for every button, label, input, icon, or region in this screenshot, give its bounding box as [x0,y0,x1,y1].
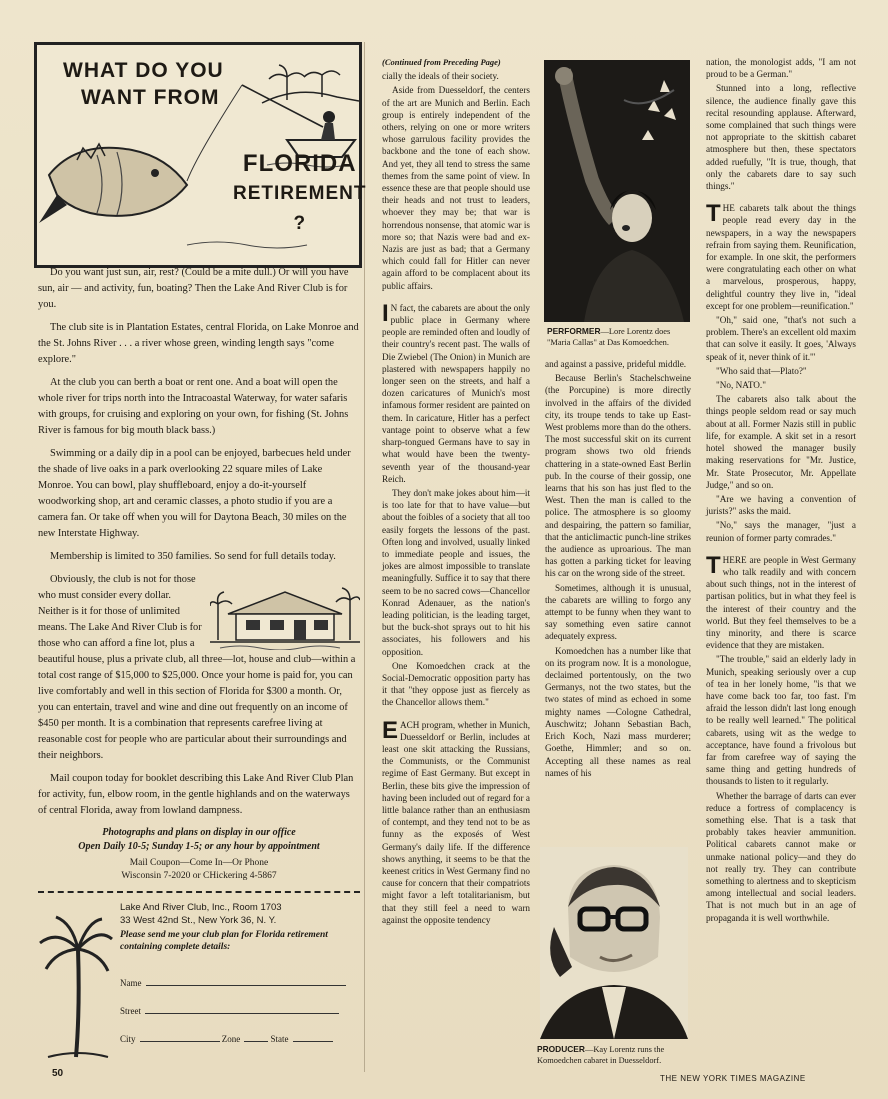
phone-line-text: Wisconsin 7-2020 or CHickering 4-5867 [121,871,277,881]
palm-tree-illustration [38,909,114,1059]
producer-photo [540,847,688,1039]
producer-caption [537,1044,687,1066]
article-column-2 [545,358,691,779]
article-paragraph: The cabarets also talk about the things people seldom read or say much about at all. Former Nazis still in public life, for example. A skit set in a resort hotel showed the manager busily making reservations for "Mr. Justice, Mr. State Prosecutor, Mr. Appellate Judge," and so on. [706,394,856,490]
ad-headline-2: WANT FROM [81,86,220,109]
article-paragraph: HERE are people in West Germany who talk readily and with concern about such things, not in the interest of partisan politics, but in what they feel is the interest of their country and the world. But they feel themselves to be a tiny minority, and there is scarce evidence that they are mistaken. [706,554,856,651]
coupon-cut-line [38,891,360,893]
city-label: City [120,1034,136,1044]
coupon-street-address: 33 West 42nd St., New York 36, N. Y. [120,915,277,926]
drop-cap: T [706,200,721,228]
mail-line-text: Mail Coupon—Come In—Or Phone [129,858,269,868]
caption-text: —Lore Lorentz does "Maria Callas" at Das Komoedchen. [547,327,671,347]
state-label: State [270,1034,289,1044]
office-hours-text: Open Daily 10-5; Sunday 1-5; or any hour by appointment [78,841,320,852]
advertisement [16,42,365,1072]
coupon-company: Lake And River Club, Inc., Room 1703 [120,902,282,913]
street-label: Street [120,1006,141,1016]
name-field[interactable] [120,975,346,991]
ad-display-note [38,826,360,854]
ad-header-box [34,42,367,268]
drop-cap: T [706,551,721,579]
house-illustration [210,574,360,650]
name-label: Name [120,978,142,988]
drop-cap: E [382,716,399,744]
article-paragraph: ACH program, whether in Munich, Duesseldorf or Berlin, includes at least one skit attacking the Russians, the Communists, or the Communist regime of East Germany. But except in Berlin, these bits give the impression of having been included out of regard for a little balance rather than an enthusiasm of contempt, and they tend not to be as funny as the exposés of West Germany's daily life. If the difference shows anything, it seems to be that the keenest critics in West Germany find no cause for concern that their compatriots might favor a left totalitarianism, but that they still feel a need to warn against the opposite tendency [382,719,530,925]
article-paragraph: "The trouble," said an elderly lady in Munich, speaking seriously over a cup of tea in her lonely home, "is that we have come back too far, too fast. I'm afraid the lesson didn't last long enough to be really well learned." The political cabarets, using wit as the wedge to acceptance, have found a frivolous but far from carefree way of saying the same thing and getting hundreds of thousands to listen to it regularly. [706,654,856,787]
ad-paragraph: Obviously, the club is not for those who must consider every dollar. Neither is it for those of unlimited means. The Lake And River Club is for those who can afford a fine lot, plus a beautiful house, plus a private club, all three—lot, house and club—within a total cost range of $15,000 to $25,000. Once your home is paid for, you can live comfortably and well in this section of Florida for $300 a month. Or, you can entertain, travel and wine and dine out frequently on an income of $450 per month. It is a combination that represents carefree living at reasonable cost for people who are particular about their surroundings and their neighbors. [38,574,356,761]
article-paragraph: "Are we having a convention of jurists?" asks the maid. [706,493,856,517]
ad-headline-top [63,57,224,111]
caption-label: PERFORMER [547,326,601,336]
article-paragraph: HE cabarets talk about the things people read every day in the newspapers, in a way the newspapers refrain from saying them. Reunification, for example. In one skit, the performers were congratulating each other on what a marvelous, prosperous, happy, delightful country they live in, "ideal except for one problem—reunification." [706,203,856,311]
ad-house-section [38,572,360,764]
article-paragraph: One Komoedchen crack at the Social-Democratic opposition party has it that "they oppose just as fiercely as the Chancellor allows them." [382,660,530,708]
article-paragraph: They don't make jokes about him—it is too late for that to have value—but about the foibles of a society that all too easily forgets the lessons of the past. Often long and involved, usually linked to immediate people and issues, the jokes are almost impossible to translate meaningfully. Suffice it to say that there seem to be no sacred cows—Chancellor Konrad Adenauer, as the nation's leading politician, is the leading target, but the buck-shot sprays out to hit his associates, his followers and his opposition. [382,487,530,657]
article-paragraph: cially the ideals of their society. [382,71,499,82]
street-field[interactable] [120,1003,339,1019]
article-paragraph: Because Berlin's Stachelschweine (the Porcupine) is more directly involved in the affairs of the divided city, its troupe tends to take up East-West problems more than do the others. The most successful skit on its current program shows two old friends chattering in a state-owned East Berlin pub. In the course of their gossip, one learns that his son has just fled to the West. Then the man is called to the police. The atmosphere is so gloomy and despairing, the pattern so familiar, that the anticlimactic punch-line strikes the audience as uproarious. The man has gotten a parking ticket for leaving his car on the wrong side of the street. [545,373,691,579]
article-paragraph: "No, NATO." [716,380,766,391]
article-paragraph: Whether the barrage of darts can ever reduce a fortress of complacency is something else. That is a task that probably takes heavier ammunition. Political cabarets cannot make or unmake national policy—and they do not really try. They can contribute something to alertness and to skepticism among intellectual and social leaders. That is not much but in an age of propaganda it is well worthwhile. [706,790,856,923]
article-paragraph: "No," says the manager, "just a reunion of former party comrades." [706,520,856,543]
ad-headline-bottom [233,149,367,239]
article-column-1 [382,56,530,926]
continued-note: (Continued from Preceding Page) [382,57,501,67]
drop-cap: I [382,299,389,327]
city-zone-state-field[interactable] [120,1031,333,1047]
zone-label: Zone [221,1034,241,1044]
ad-paragraph: Membership is limited to 350 families. So send for full details today. [50,551,336,562]
mail-coupon [38,899,360,1079]
article-paragraph: and against a passive, prideful middle. [545,359,687,369]
display-note-text: Photographs and plans on display in our office [102,827,296,838]
article-paragraph: "Oh," said one, "that's not such a problem. There's an excellent old maxim that can solve it easily. It goes, 'Always speak of it, never think of it.'" [706,315,856,362]
article-paragraph: Aside from Duesseldorf, the centers of the art are Munich and Berlin. Each group is entirely independent of the others, relying on one or more writers whose garrulous facility provides the backbone and the tone of each show. And yet, they all tend to stress the same themes from the same point of view. In essence these are that people should use their heads and not trust to leaders, whoever they may be; that war is horrendous nonsense, that atomic war is more so; that Nazis were bad and ex-Nazis are just as bad; that a Germany which could fall for Hitler can never again afford to be complacent about its public affairs. [382,85,530,291]
ad-headline-1: WHAT DO YOU [63,59,224,82]
performer-caption [547,326,693,348]
ad-headline-4: RETIREMENT ? [233,183,367,234]
article-paragraph: N fact, the cabarets are about the only public place in Germany where people are reminded often and loudly of their country's recent past. The walls of Die Zwiebel (The Onion) in Munich are plastered with newspapers happily no longer seen on the streets, and half a dozen caricatures of Munich's most infamous former resident are painted on them. In caricature, Hitler has a perfect vantage point to observe what a few sharp-tongued Germans have to say in what would have been the twenty-seventh year of the thousand-year Reich. [382,302,530,484]
article-paragraph: nation, the monologist adds, "I am not proud to be a German." [706,57,856,80]
ad-paragraph: Mail coupon today for booklet describing this Lake And River Club Plan for activity, fun, elbow room, in the gentle highlands and on the waterways of central Florida, away from lowland dampness. [38,773,354,816]
ad-mail-info [38,857,360,883]
article-column-3 [706,56,856,924]
page-number: 50 [52,1068,64,1079]
article-paragraph: "Who said that—Plato?" [716,365,807,376]
magazine-name: THE NEW YORK TIMES MAGAZINE [660,1074,806,1083]
ad-paragraph: At the club you can berth a boat or rent one. And a boat will open the whole river for trips north into the Intracoastal Waterway, for water safaris with groups, for cruising and exploring on your own, for fishing (St. Johns River is famous for big mouth black bass.) [38,377,349,436]
coupon-address [120,901,282,927]
ad-headline-3: FLORIDA [242,150,357,177]
ad-paragraph: Swimming or a daily dip in a pool can be enjoyed, barbecues held under the shade of live oaks in a park overlooking 22 square miles of Lake Monroe. You can bowl, play shuffleboard, enjoy a do-it-yourself woodworking shop, art and ceramic classes, a photo studio if you are a camera fan. Or take off when you will for Daytona Beach, 30 miles on the new Interstate Highway. [38,448,351,539]
ad-paragraph: The club site is in Plantation Estates, central Florida, on Lake Monroe and the St. Johns River . . . a river whose green, winding length says "come explore." [38,322,359,365]
article-paragraph: Stunned into a long, reflective silence, the audience finally gave this recital resounding applause. Afterward, some complained that such things were not appropriate to the skittish cabaret atmosphere but then, these spectators added ruefully, "It is true, though, that only the cabarets dare to say such things." [706,83,856,192]
ad-body [38,265,360,1079]
article-paragraph: Sometimes, although it is unusual, the cabarets are willing to forgo any attempt to be funny when they want to say something even satire cannot adequately express. [545,582,691,642]
performer-photo [544,60,690,322]
ad-paragraph: Do you want just sun, air, rest? (Could be a mite dull.) Or will you have sun, air — and activity, fun, boating? Then the Lake And River Club is for you. [38,267,349,310]
article-paragraph: Komoedchen has a number like that on its program now. It is a monologue, declaimed portentously, on the two Germanys, not the two states, but the two states of mind as echoed in some mighty names —Cologne Cathedral, Auschwitz; Johann Sebastian Bach, Erich Koch, Nazi mass murderer; Goethe, Himmler; and so on. Accepting all these names as real names of his [545,645,691,778]
caption-label: PRODUCER [537,1044,585,1054]
caption-text: —Kay Lorentz runs the Komoedchen cabaret in Duesseldorf. [537,1045,665,1065]
coupon-request: Please send me your club plan for Florida retirement containing complete details: [120,930,328,952]
